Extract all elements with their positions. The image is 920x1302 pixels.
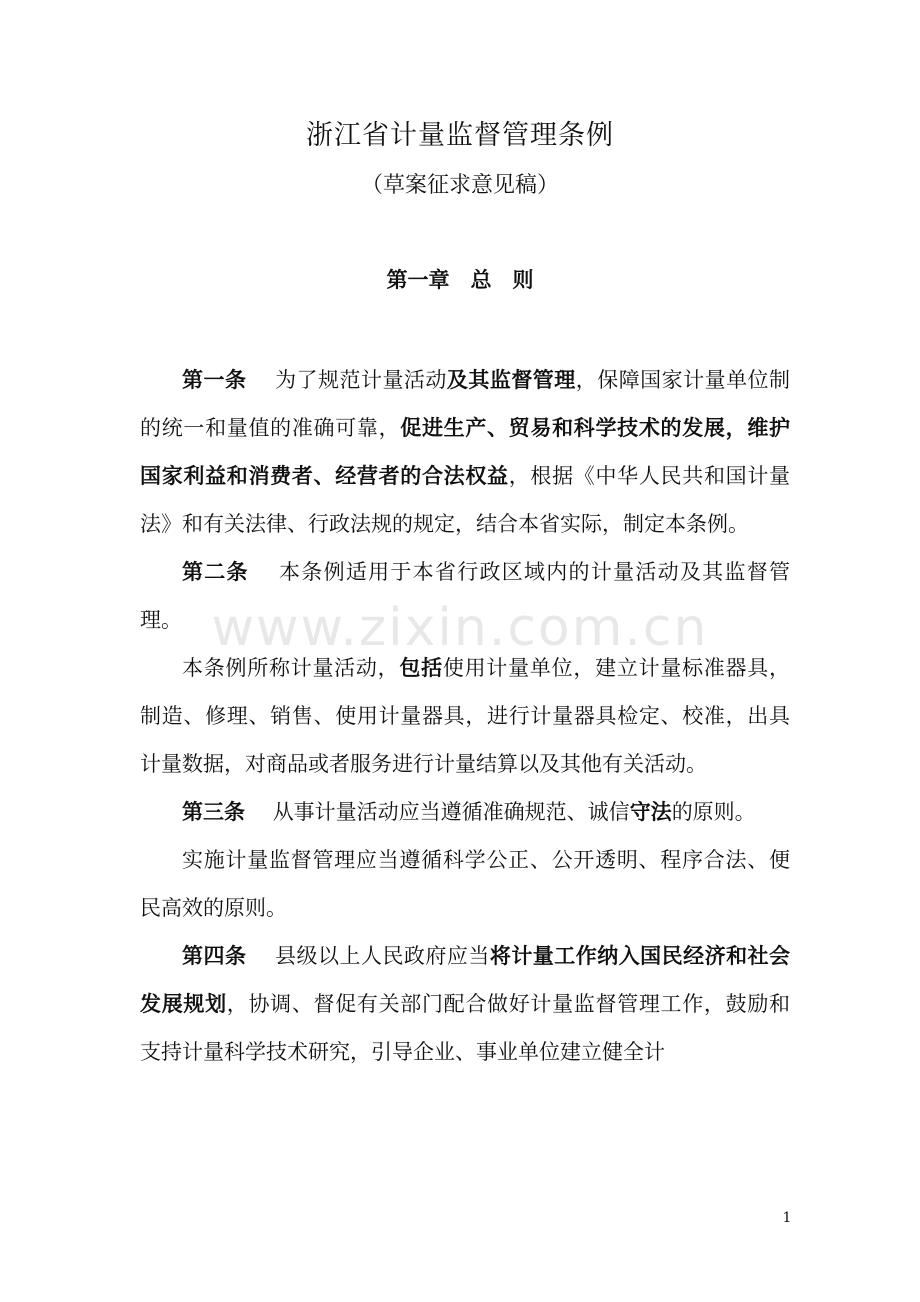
article-4-bold-1: 将计量工作纳入国民经济和社会发展规划 [140, 944, 791, 1016]
document-subtitle: （草案征求意见稿） [360, 173, 559, 198]
article-1-text-1: 为了规范计量活动 [275, 368, 447, 392]
article-2-text-1: 本条例适用于本省行政区域内的计量活动及其监督管理。 [140, 560, 790, 632]
article-2-p2-text-2: 使用计量单位，建立计量标准器具，制造、修理、销售、使用计量器具，进行计量器具检定、校准，出具计量数据，对商品或者服务进行计量结算以及其他有关活动。 [140, 656, 791, 776]
document-body [140, 356, 790, 1076]
article-4-text-1: 县级以上人民政府应当 [275, 944, 490, 968]
article-1-text-3: ，根据《中华人民共和国计量法》和有关法律、行政法规的规定，结合本省实际，制定本条例。 [140, 464, 791, 536]
chapter-heading: 第一章 总 则 [386, 268, 534, 292]
article-4 [140, 932, 790, 1076]
page-number: 1 [782, 1210, 792, 1226]
article-4-text-2: ，协调、督促有关部门配合做好计量监督管理工作，鼓励和支持计量科学技术研究，引导企业、事业单位建立健全计 [140, 992, 791, 1064]
article-3-bold-1: 守法 [629, 800, 672, 824]
article-1-label: 第一条 [182, 368, 247, 392]
article-4-label: 第四条 [182, 944, 247, 968]
article-2-p2-bold-1: 包括 [399, 656, 443, 680]
article-2-paragraph-2 [140, 644, 790, 788]
article-3-paragraph-2: 实施计量监督管理应当遵循科学公正、公开透明、程序合法、便民高效的原则。 [140, 848, 790, 920]
article-1-bold-2: 促进生产、贸易和科学技术的发展，维护国家利益和消费者、经营者的合法权益 [140, 416, 791, 488]
article-1-text-2: ，保障国家计量单位制的统一和量值的准确可靠， [140, 368, 791, 440]
article-1 [140, 356, 790, 548]
article-2-p2-text-1: 本条例所称计量活动， [182, 656, 400, 680]
article-1-bold-1: 及其监督管理 [446, 368, 576, 392]
watermark: www.zixin.com.cn [211, 598, 709, 658]
article-2-label: 第二条 [182, 560, 249, 584]
article-2 [140, 548, 790, 644]
document-title: 浙江省计量监督管理条例 [306, 120, 614, 151]
article-3-label: 第三条 [182, 800, 245, 824]
article-3 [140, 788, 790, 836]
article-3-text-1: 从事计量活动应当遵循准确规范、诚信 [272, 800, 630, 824]
article-3-text-2: 的原则。 [671, 800, 756, 824]
